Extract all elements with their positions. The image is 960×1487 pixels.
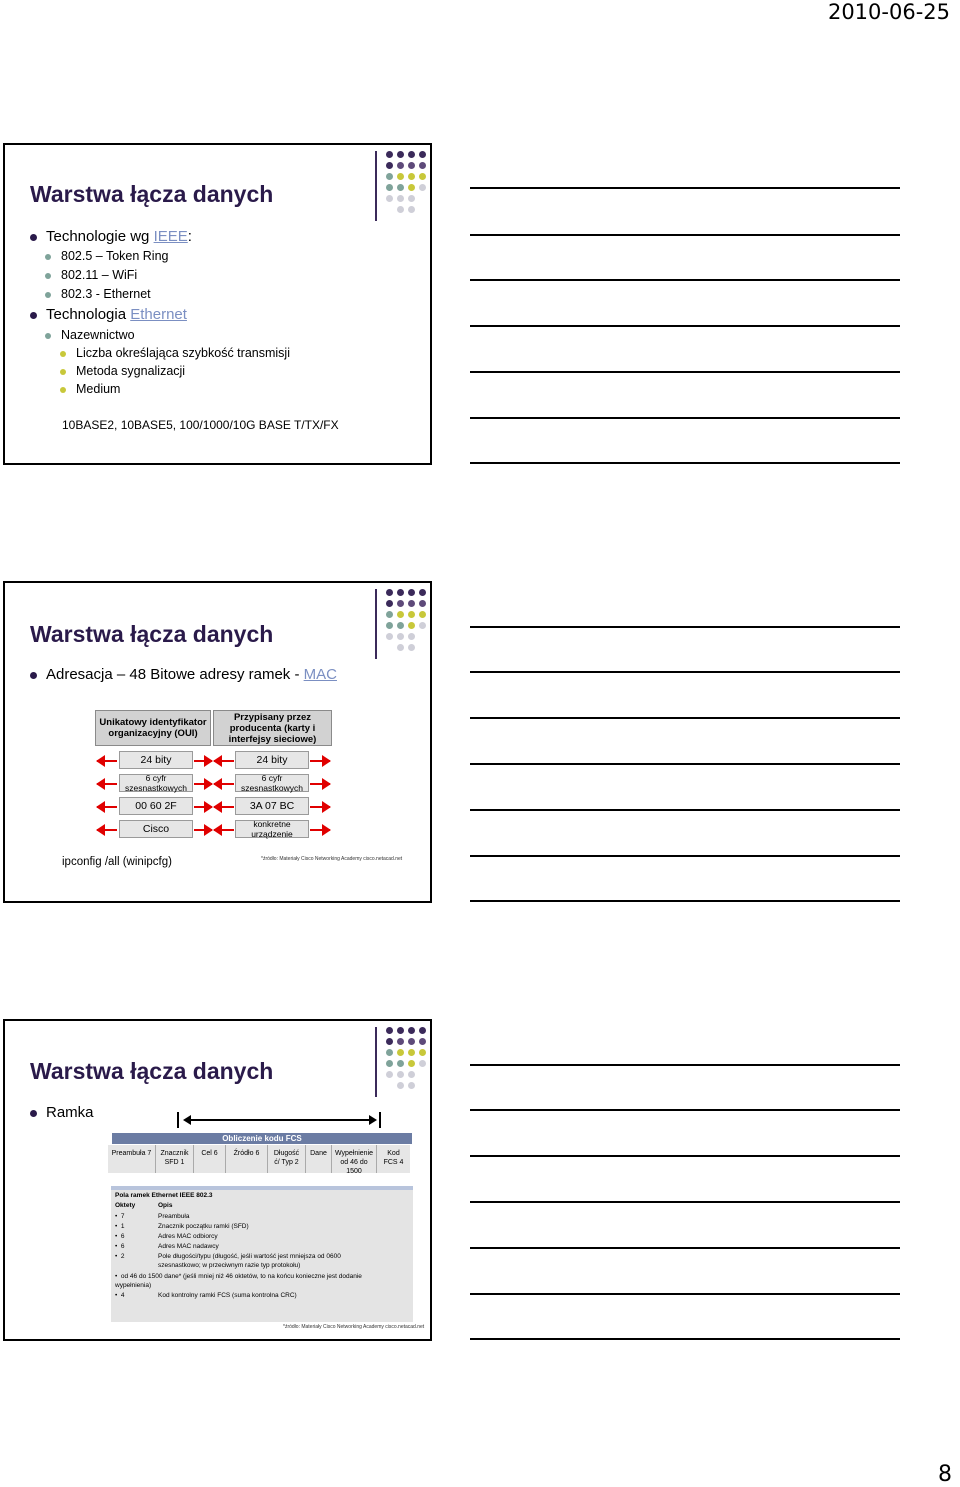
list-item: 802.3 - Ethernet xyxy=(45,287,151,301)
arrow-left-icon xyxy=(97,806,117,808)
decor-dot xyxy=(397,644,404,651)
ethernet-link[interactable]: Ethernet xyxy=(130,306,187,323)
source-note: *źródło: Materiały Cisco Networking Academy cisco.netacad.net xyxy=(283,1324,425,1330)
slide-3 xyxy=(3,1019,432,1341)
decor-dot xyxy=(408,1082,415,1089)
decor-dot xyxy=(408,622,415,629)
decor-dot xyxy=(397,151,404,158)
frame-field: Wypełnienie od 46 do 1500 xyxy=(332,1145,377,1173)
decor-dot xyxy=(408,1060,415,1067)
decor-dot xyxy=(408,611,415,618)
table-cell: Pole długości/typu (długość, jeśli wartość jest mniejsza od 0600 xyxy=(158,1253,341,1260)
note-line xyxy=(470,1247,900,1249)
arrow-right-icon xyxy=(310,806,330,808)
decor-dot xyxy=(419,184,426,191)
table-row: • 4 xyxy=(115,1292,125,1299)
arrow-right-icon xyxy=(194,760,212,762)
table-row: • 1 xyxy=(115,1223,125,1230)
note-line xyxy=(470,1338,900,1340)
table-cell: Adres MAC nadawcy xyxy=(158,1243,219,1250)
decor-dot xyxy=(419,1060,426,1067)
slide-2 xyxy=(3,581,432,903)
decor-dot xyxy=(397,633,404,640)
decor-dot xyxy=(386,633,393,640)
arrow-left-icon xyxy=(214,783,234,785)
note-line xyxy=(470,1109,900,1111)
col-header-octets: Oktety xyxy=(115,1202,136,1209)
slide-title: Warstwa łącza danych xyxy=(30,181,274,207)
slide-1 xyxy=(3,143,432,465)
ieee-link[interactable]: IEEE xyxy=(153,228,188,245)
decor-dot xyxy=(386,195,393,202)
header-date: 2010-06-25 xyxy=(827,0,950,24)
decor-dot xyxy=(419,622,426,629)
arrow-left-icon xyxy=(97,783,117,785)
decor-dot xyxy=(397,611,404,618)
decor-dot xyxy=(419,1038,426,1045)
list-item: 802.11 – WiFi xyxy=(45,268,137,282)
decor-dot xyxy=(419,589,426,596)
decor-dot xyxy=(397,162,404,169)
decor-dot xyxy=(419,1082,426,1089)
decor-dot xyxy=(419,195,426,202)
arrow-left-icon xyxy=(97,760,117,762)
decor-dot xyxy=(419,206,426,213)
val-left: 00 60 2F xyxy=(119,797,193,815)
table-row: • od 46 do 1500 dane* (jeśli mniej niż 46 oktetów, to na końcu konieczne jest dodanie xyxy=(115,1273,362,1280)
decor-dot xyxy=(386,644,393,651)
table-title: Pola ramek Ethernet IEEE 802.3 xyxy=(115,1192,213,1199)
decor-dot xyxy=(408,184,415,191)
arrow-right-icon xyxy=(310,829,330,831)
note-line xyxy=(470,671,900,673)
decor-dot xyxy=(419,1027,426,1034)
table-cell: Adres MAC odbiorcy xyxy=(158,1233,218,1240)
decor-dot xyxy=(397,173,404,180)
decor-dot xyxy=(397,600,404,607)
bits-left: 24 bity xyxy=(119,751,193,769)
decor-dot xyxy=(408,1049,415,1056)
decor-dot xyxy=(386,611,393,618)
decor-dot xyxy=(386,162,393,169)
hex-left: 6 cyfr szesnastkowych xyxy=(119,774,193,792)
slide-divider xyxy=(375,1027,377,1097)
decor-dot xyxy=(397,184,404,191)
list-item: Medium xyxy=(60,382,120,396)
list-item: Nazewnictwo xyxy=(45,328,135,342)
decor-dot xyxy=(386,151,393,158)
note-line xyxy=(470,1201,900,1203)
mac-link[interactable]: MAC xyxy=(303,666,337,683)
frame-fields-table xyxy=(111,1186,413,1322)
note-line xyxy=(470,900,900,902)
note-line xyxy=(470,417,900,419)
col-header-desc: Opis xyxy=(158,1202,173,1209)
decor-dot xyxy=(397,1071,404,1078)
span-tick xyxy=(379,1112,381,1128)
note-line xyxy=(470,1293,900,1295)
note-line xyxy=(470,1155,900,1157)
decor-dot xyxy=(419,1071,426,1078)
decor-dot xyxy=(408,1027,415,1034)
decor-dot xyxy=(419,644,426,651)
slide-divider xyxy=(375,151,377,221)
frame-field: Źródło 6 xyxy=(226,1145,268,1173)
page-number: 8 xyxy=(938,1462,952,1487)
note-line xyxy=(470,717,900,719)
arrow-left-icon xyxy=(214,829,234,831)
bullet-ethernet: Technologia Ethernet xyxy=(30,306,187,323)
name-left: Cisco xyxy=(119,820,193,838)
table-cell: Kod kontrolny ramki FCS (suma kontrolna CRC) xyxy=(158,1292,297,1299)
decor-dot xyxy=(386,1071,393,1078)
frame-field: Długość ć/ Typ 2 xyxy=(268,1145,306,1173)
decor-dot xyxy=(397,195,404,202)
decor-dot xyxy=(397,1038,404,1045)
decor-dot xyxy=(408,1071,415,1078)
note-line xyxy=(470,626,900,628)
decor-dot xyxy=(386,600,393,607)
note-line xyxy=(470,462,900,464)
name-right: konkretne urządzenie xyxy=(235,820,309,838)
decor-dot xyxy=(386,173,393,180)
arrow-right-icon xyxy=(194,829,212,831)
decor-dot xyxy=(386,589,393,596)
arrow-left-icon xyxy=(214,760,234,762)
table-row: • 6 xyxy=(115,1243,125,1250)
decor-dot xyxy=(408,589,415,596)
fcs-header: Obliczenie kodu FCS xyxy=(112,1133,412,1144)
arrow-left-icon xyxy=(214,806,234,808)
ethernet-standards: 10BASE2, 10BASE5, 100/1000/10G BASE T/TX/FX xyxy=(62,418,339,432)
decor-dot xyxy=(386,184,393,191)
list-item: Liczba określająca szybkość transmisji xyxy=(60,346,290,360)
decor-dot xyxy=(397,1027,404,1034)
span-tick xyxy=(177,1112,179,1128)
frame-field: Preambuła 7 xyxy=(108,1145,156,1173)
table-row: • 6 xyxy=(115,1233,125,1240)
note-line xyxy=(470,234,900,236)
note-line xyxy=(470,763,900,765)
decor-dot xyxy=(419,600,426,607)
oui-box: Unikatowy identyfikator organizacyjny (OUI) xyxy=(95,710,211,746)
arrow-right-icon xyxy=(310,783,330,785)
bullet-ieee: Technologie wg IEEE: xyxy=(30,228,192,245)
note-line xyxy=(470,371,900,373)
decor-dot xyxy=(408,162,415,169)
arrow-right-icon xyxy=(310,760,330,762)
decor-dot xyxy=(386,1027,393,1034)
slide-title: Warstwa łącza danych xyxy=(30,621,274,647)
decor-dot xyxy=(386,1049,393,1056)
arrow-right-icon xyxy=(194,806,212,808)
frame-field: Cel 6 xyxy=(194,1145,226,1173)
note-line xyxy=(470,279,900,281)
double-arrow-icon xyxy=(185,1119,375,1121)
table-cell: Znacznik początku ramki (SFD) xyxy=(158,1223,249,1230)
decor-dot xyxy=(386,1060,393,1067)
decor-dot xyxy=(419,611,426,618)
arrow-right-icon xyxy=(194,783,212,785)
decor-dot xyxy=(408,151,415,158)
frame-field: Znacznik SFD 1 xyxy=(156,1145,194,1173)
note-line xyxy=(470,809,900,811)
note-line xyxy=(470,187,900,189)
arrow-left-icon xyxy=(97,829,117,831)
table-cell: szesnastkowo; w przeciwnym razie typ protokołu) xyxy=(158,1262,301,1269)
source-note: *źródło: Materiały Cisco Networking Academy cisco.netacad.net xyxy=(261,856,403,862)
list-item: 802.5 – Token Ring xyxy=(45,249,169,263)
decor-dot xyxy=(419,173,426,180)
frame-field: Kod FCS 4 xyxy=(377,1145,410,1173)
decor-dot xyxy=(408,173,415,180)
bullet-mac: Adresacja – 48 Bitowe adresy ramek - MAC xyxy=(30,666,337,683)
bits-right: 24 bity xyxy=(235,751,309,769)
decor-dot xyxy=(386,622,393,629)
decor-dot xyxy=(386,1082,393,1089)
table-row: • 2 xyxy=(115,1253,125,1260)
decor-dot xyxy=(408,195,415,202)
decor-dot xyxy=(397,1082,404,1089)
decor-dot xyxy=(397,1049,404,1056)
vendor-box: Przypisany przez producenta (karty i interfejsy sieciowe) xyxy=(213,710,332,746)
frame-field: Dane xyxy=(306,1145,332,1173)
table-row: • 7 xyxy=(115,1213,125,1220)
bullet-ramka: Ramka xyxy=(30,1104,94,1121)
decor-dot xyxy=(397,622,404,629)
decor-dot xyxy=(408,644,415,651)
slide-title: Warstwa łącza danych xyxy=(30,1058,274,1084)
decor-dot xyxy=(419,1049,426,1056)
decor-dot xyxy=(386,1038,393,1045)
note-line xyxy=(470,1064,900,1066)
note-line xyxy=(470,855,900,857)
decor-dot xyxy=(419,151,426,158)
ipconfig-command: ipconfig /all (winipcfg) xyxy=(62,856,172,868)
decor-dot xyxy=(408,206,415,213)
table-cell: wypełnienia) xyxy=(115,1282,152,1289)
decor-dot xyxy=(408,633,415,640)
slide-divider xyxy=(375,589,377,659)
decor-dot xyxy=(408,1038,415,1045)
decor-dot xyxy=(419,162,426,169)
val-right: 3A 07 BC xyxy=(235,797,309,815)
decor-dot xyxy=(408,600,415,607)
decor-dot xyxy=(397,206,404,213)
note-line xyxy=(470,325,900,327)
list-item: Metoda sygnalizacji xyxy=(60,364,185,378)
hex-right: 6 cyfr szesnastkowych xyxy=(235,774,309,792)
decor-dot xyxy=(397,1060,404,1067)
table-cell: Preambuła xyxy=(158,1213,190,1220)
decor-dot xyxy=(397,589,404,596)
decor-dot xyxy=(419,633,426,640)
decor-dot xyxy=(386,206,393,213)
